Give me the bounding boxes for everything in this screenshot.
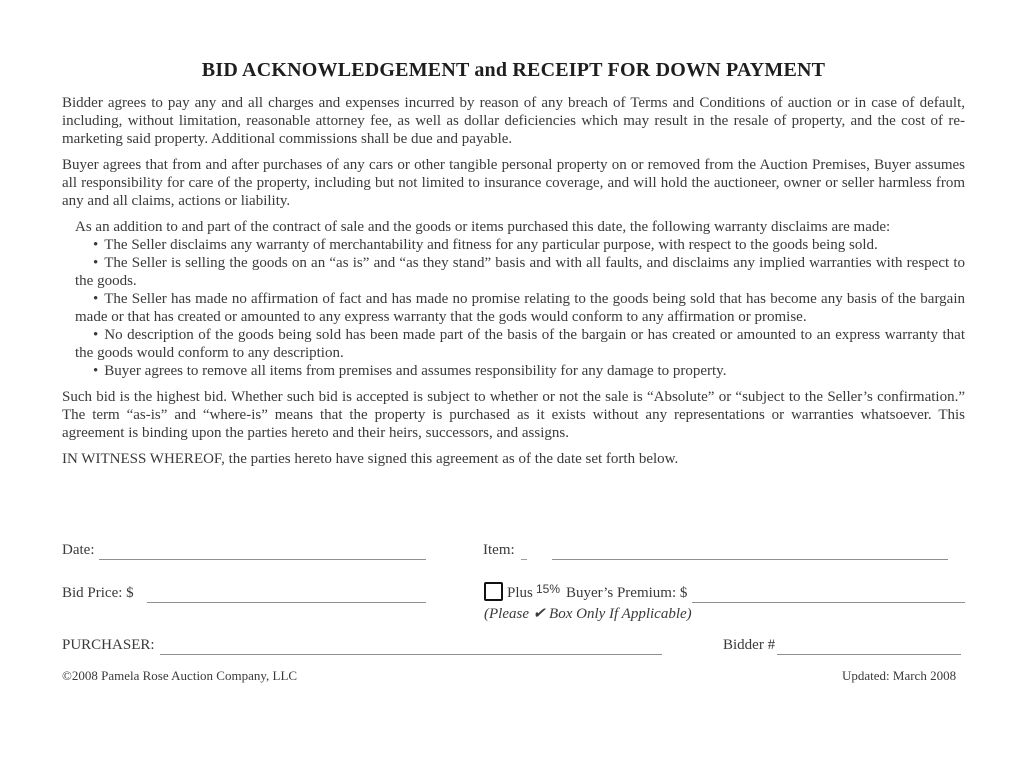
item-stray-mark: _ bbox=[521, 547, 527, 561]
warranty-bullet-no-affirmation bbox=[75, 290, 965, 326]
paragraph-liability: Bidder agrees to pay any and all charges and expenses incurred by reason of any breach of Terms and Conditions of auction or in case of default, including, without limitation, reasonable attorney fee, as well as dollar deficiencies which may result in the resale of property, and the cost of re-marketing said property. Additional commissions shall be due and payable. bbox=[62, 95, 965, 147]
bullet-icon: • bbox=[93, 255, 99, 271]
checkbox-note: (Please ✔ Box Only If Applicable) bbox=[484, 606, 692, 622]
bidder-number-label: Bidder # bbox=[723, 637, 776, 653]
bullet-icon: • bbox=[93, 237, 99, 253]
bid-price-field-line[interactable] bbox=[147, 589, 426, 603]
bidder-number-field-line[interactable] bbox=[777, 641, 961, 655]
bullet-text: The Seller disclaims any warranty of merchantability and fitness for any particular purpose, with respect to the goods being sold. bbox=[104, 237, 878, 253]
warranty-bullet-remove-items bbox=[75, 362, 965, 380]
document-title: BID ACKNOWLEDGEMENT and RECEIPT FOR DOWN PAYMENT bbox=[201, 59, 826, 81]
warranty-bullet-no-description bbox=[75, 326, 965, 362]
footer-updated: Updated: March 2008 bbox=[842, 668, 957, 683]
document-body bbox=[62, 57, 965, 476]
bullet-text: The Seller has made no affirmation of fact and has made no promise relating to the goods being sold that has become any basis of the bargain made or that has created or amounted to any express warranty that the gods would conform to any affirmation or promise. bbox=[75, 291, 965, 325]
bullet-icon: • bbox=[93, 327, 99, 343]
date-label: Date: bbox=[62, 542, 95, 558]
bullet-icon: • bbox=[93, 291, 99, 307]
paragraph-witness: IN WITNESS WHEREOF, the parties hereto have signed this agreement as of the date set forth below. bbox=[62, 451, 679, 467]
date-field-line[interactable] bbox=[99, 546, 426, 560]
paragraph-buyer-responsibility: Buyer agrees that from and after purchases of any cars or other tangible personal property on or removed from the Auction Premises, Buyer assumes all responsibility for care of the property, including but not limited to insurance coverage, and will hold the auctioneer, owner or seller harmless from any and all claims, actions or liability. bbox=[62, 157, 965, 209]
item-label: Item: bbox=[483, 542, 515, 558]
paragraph-warranty-intro: As an addition to and part of the contract of sale and the goods or items purchased this date, the following warranty disclaims are made: bbox=[75, 219, 891, 235]
bullet-text: The Seller is selling the goods on an “as is” and “as they stand” basis and with all faults, and disclaims any implied warranties with respect to the goods. bbox=[75, 255, 965, 289]
bullet-text: No description of the goods being sold has been made part of the basis of the bargain or has created or amounted to an express warranty that the goods would conform to any description. bbox=[75, 327, 965, 361]
footer-copyright: ©2008 Pamela Rose Auction Company, LLC bbox=[62, 668, 298, 683]
warranty-bullet-as-is bbox=[75, 254, 965, 290]
buyers-premium-label: Buyer’s Premium: $ bbox=[566, 585, 688, 601]
purchaser-field-line[interactable] bbox=[160, 641, 662, 655]
bid-price-label: Bid Price: $ bbox=[62, 585, 134, 601]
premium-rate-label: 15% bbox=[536, 582, 561, 596]
paragraph-highest-bid: Such bid is the highest bid. Whether such bid is accepted is subject to whether or not the sale is “Absolute” or “subject to the Seller’s confirmation.” The term “as-is” and “where-is” means that the property is purchased as it exists without any representations or warranties whatsoever. This agreement is binding upon the parties hereto and their heirs, successors, and assigns. bbox=[62, 389, 965, 441]
bullet-text: Buyer agrees to remove all items from premises and assumes responsibility for any damage to property. bbox=[104, 363, 727, 379]
warranty-bullet-merchantability bbox=[75, 236, 965, 254]
bullet-icon: • bbox=[93, 363, 99, 379]
purchaser-label: PURCHASER: bbox=[62, 637, 155, 653]
premium-field-line[interactable] bbox=[692, 589, 965, 603]
premium-checkbox[interactable] bbox=[484, 582, 503, 601]
plus-label: Plus bbox=[507, 585, 533, 601]
item-field-line[interactable] bbox=[552, 546, 948, 560]
